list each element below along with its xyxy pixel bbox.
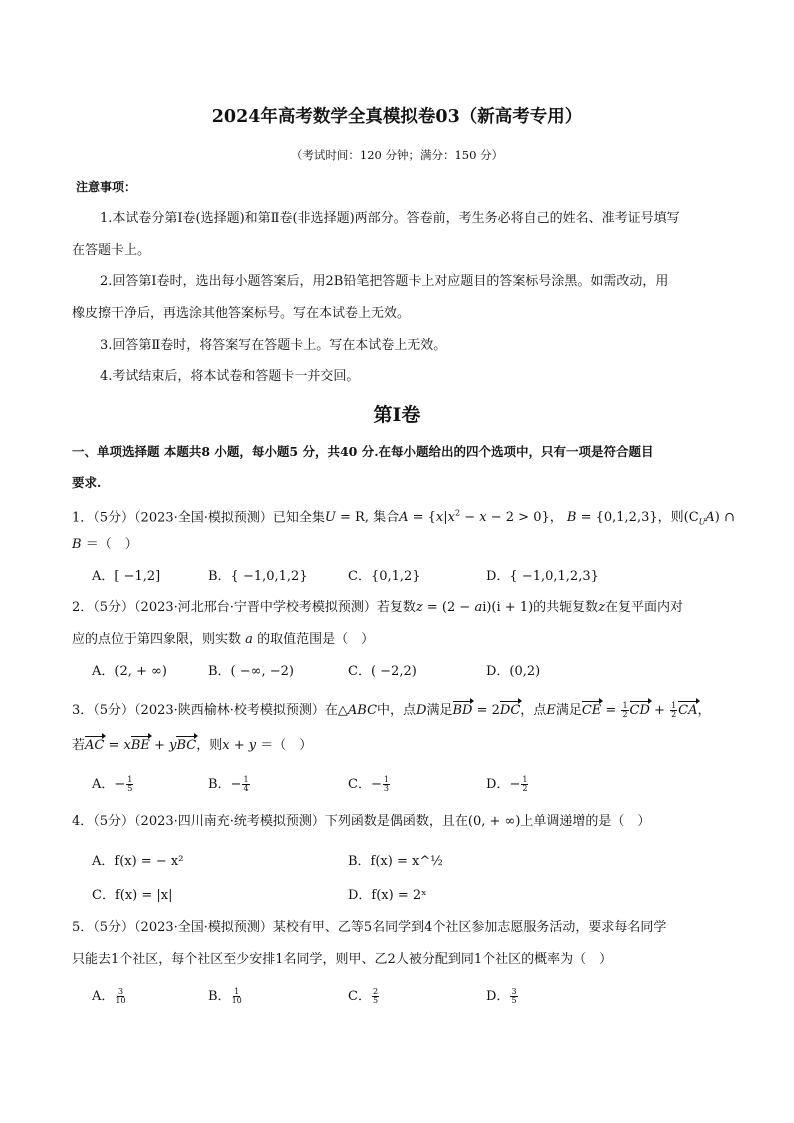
question-3-option-b: B．− $\frac{1}{4}$ <box>208 775 249 793</box>
question-1-line-2: B ＝（ ） <box>72 537 138 552</box>
notice-item-4: 4.考试结束后，将本试卷和答题卡一并交回。 <box>100 369 360 384</box>
question-1-prefix: 1．（5分）（2023·全国·模拟预测）已知全集 <box>72 510 325 526</box>
question-3-option-c: C．− $\frac{1}{3}$ <box>348 775 389 793</box>
question-5-option-c: C． $\frac{2}{5}$ <box>348 987 379 1005</box>
question-2-option-b: B．( −∞, −2) <box>208 664 294 679</box>
question-1-line-1 <box>72 505 735 532</box>
question-1-option-c: C．{0,1,2} <box>348 569 421 584</box>
section-title: 第Ⅰ卷 <box>373 404 421 426</box>
question-2-option-a: A．(2, + ∞) <box>92 664 167 679</box>
question-4-option-b: B．f(x) = x^½ <box>348 854 443 869</box>
question-2-option-c: C．( −2,2) <box>348 664 417 679</box>
question-2-formula: z = (2 − ai)(i + 1) <box>415 600 534 615</box>
question-3-prefix: 3．（5分）（2023·陕西榆林·校考模拟预测）在△ <box>72 703 348 718</box>
question-4-text: 4．（5分）（2023·四川南充·统考模拟预测）下列函数是偶函数，且在(0, + ∞)上单调递增的是（ ） <box>72 814 651 829</box>
question-1-tail: ＝（ ） <box>85 537 138 552</box>
question-1-option-b: B．{ −1,0,1,2} <box>208 569 308 584</box>
question-4-option-c: C．f(x) = |x| <box>92 888 173 903</box>
notice-item-1-line-2: 在答题卡上。 <box>72 243 151 258</box>
exam-subtitle: （考试时间：120 分钟；满分：150 分） <box>290 148 504 162</box>
notice-item-1-line-1: 1.本试卷分第Ⅰ卷(选择题)和第Ⅱ卷(非选择题)两部分。答卷前，考生务必将自己的姓名、准考证号填写 <box>100 211 680 226</box>
question-2-line-2: 应的点位于第四象限，则实数 a 的取值范围是（ ） <box>72 632 375 647</box>
question-3-line-2: 若AC = xBE + yBC，则x + y ＝（ ） <box>72 738 313 753</box>
question-3-vector-eq-3: AC = xBE + yBC <box>85 738 197 753</box>
exam-title: 2024年高考数学全真模拟卷03（新高考专用） <box>211 107 583 127</box>
question-5-option-b: B． $\frac{1}{10}$ <box>208 987 242 1005</box>
question-1-option-d: D．{ −1,0,1,2,3} <box>486 569 599 584</box>
question-3-vector-eq-1: BD = 2DC <box>452 703 521 718</box>
notice-item-3: 3.回答第Ⅱ卷时，将答案写在答题卡上。写在本试卷上无效。 <box>100 338 447 353</box>
question-5-option-d: D． $\frac{3}{5}$ <box>486 987 517 1005</box>
question-1-option-a: A．[ −1,2] <box>92 569 161 584</box>
question-2-prefix: 2．（5分）（2023·河北邢台·宁晋中学校考模拟预测）若复数 <box>72 600 416 615</box>
question-2-option-d: D．(0,2) <box>486 664 541 679</box>
question-3-line-1: 3．（5分）（2023·陕西榆林·校考模拟预测）在△ABC中，点D满足BD = 2DC，点E满足CE = $\frac{1}{2}$ CD + $\frac{1}{2}$ CA， <box>72 701 711 719</box>
notice-item-2-line-2: 橡皮擦干净后，再选涂其他答案标号。写在本试卷上无效。 <box>72 306 411 321</box>
notice-item-2-line-1: 2.回答第Ⅰ卷时，选出每小题答案后，用2B铅笔把答题卡上对应题目的答案标号涂黑。如需改动，用 <box>100 274 669 289</box>
section-instructions-line-2: 要求. <box>72 475 102 490</box>
question-5-line-2: 只能去1个社区，每个社区至少安排1名同学，则甲、乙2人被分配到同1个社区的概率为（ ） <box>72 952 613 967</box>
question-4-option-a: A．f(x) = − x² <box>92 854 184 869</box>
question-5-line-1: 5．（5分）（2023·全国·模拟预测）某校有甲、乙等5名同学到4个社区参加志愿服务活动，要求每名同学 <box>72 920 667 935</box>
question-2-line-1: 2．（5分）（2023·河北邢台·宁晋中学校考模拟预测）若复数z = (2 − ai)(i + 1)的共轭复数z在复平面内对 <box>72 600 684 615</box>
question-4-option-d: D．f(x) = 2ˣ <box>348 888 427 903</box>
section-instructions-line-1: 一、单项选择题 本题共8 小题，每小题5 分，共40 分.在每小题给出的四个选项中，只有一项是符合题目 <box>72 444 654 459</box>
question-3-option-a: A．− $\frac{1}{5}$ <box>92 775 133 793</box>
question-5-option-a: A． $\frac{3}{10}$ <box>92 987 126 1005</box>
question-3-vector-eq-2: CE = $\frac{1}{2}$ CD + $\frac{1}{2}$ CA， <box>581 701 711 719</box>
question-3-option-d: D．− $\frac{1}{2}$ <box>486 775 528 793</box>
question-1-formula: U = R, 集合$A = \{x|x^2 - x - 2 > 0\}$， B = {0,1,2,3}，则$(C_UA)$ ∩ <box>324 509 735 527</box>
notice-heading: 注意事项： <box>76 180 137 194</box>
